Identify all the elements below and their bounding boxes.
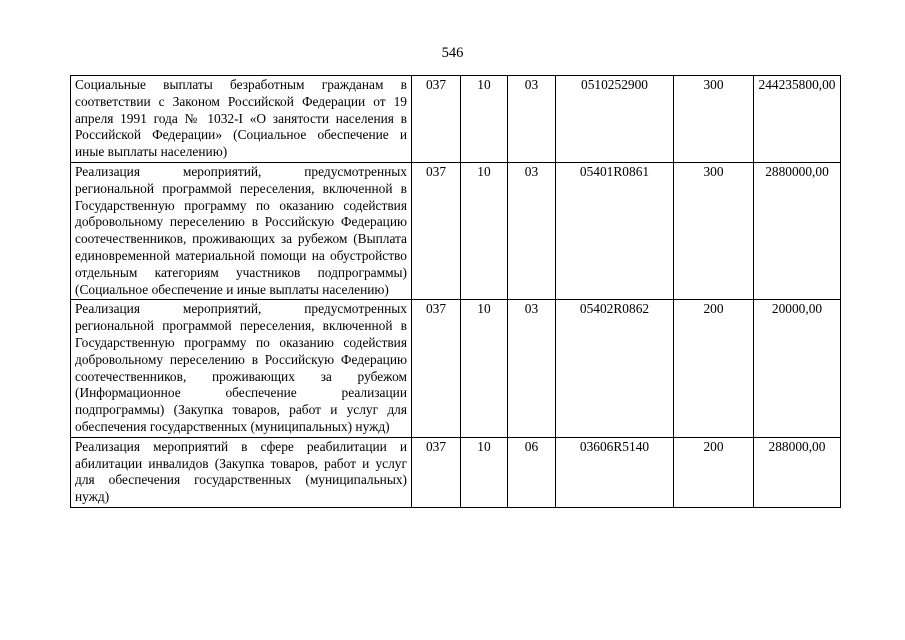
section-code: 10 — [461, 437, 508, 507]
target-article-code: 0510252900 — [556, 76, 674, 163]
target-article-code: 05402R0862 — [556, 300, 674, 437]
budget-table — [70, 75, 841, 508]
section-code: 10 — [461, 76, 508, 163]
ministry-code: 037 — [412, 437, 461, 507]
row-description: Социальные выплаты безработным гражданам в соответствии с Законом Российской Федерации от 19 апреля 1991 года № 1032-I «О занятости населения в Российской Федерации» (Социальное обеспечение и иные выплаты населению) — [71, 76, 412, 163]
table-row — [71, 76, 841, 163]
page-number: 546 — [441, 45, 464, 61]
target-article-code: 05401R0861 — [556, 162, 674, 299]
amount-value: 2880000,00 — [754, 162, 841, 299]
amount-value: 288000,00 — [754, 437, 841, 507]
table-row — [71, 300, 841, 437]
subsection-code: 03 — [508, 76, 556, 163]
ministry-code: 037 — [412, 76, 461, 163]
table-row — [71, 162, 841, 299]
target-article-code: 03606R5140 — [556, 437, 674, 507]
amount-value: 20000,00 — [754, 300, 841, 437]
ministry-code: 037 — [412, 162, 461, 299]
ministry-code: 037 — [412, 300, 461, 437]
subsection-code: 03 — [508, 300, 556, 437]
expense-type-code: 200 — [674, 437, 754, 507]
expense-type-code: 300 — [674, 162, 754, 299]
row-description: Реализация мероприятий, предусмотренных региональной программой переселения, включенной в Государственную программу по оказанию содействия добровольному переселению в Российскую Федерацию соотечественников, проживающих за рубежом (Информационное обеспечение реализации подпрограммы) (Закупка товаров, работ и услуг для обеспечения государственных (муниципальных) нужд) — [71, 300, 412, 437]
amount-value: 244235800,00 — [754, 76, 841, 163]
expense-type-code: 300 — [674, 76, 754, 163]
expense-type-code: 200 — [674, 300, 754, 437]
row-description: Реализация мероприятий, предусмотренных региональной программой переселения, включенной в Государственную программу по оказанию содействия добровольному переселению в Российскую Федерацию соотечественников, проживающих за рубежом (Выплата единовременной материальной помощи на обустройство отдельным категориям участников подпрограммы) (Социальное обеспечение и иные выплаты населению) — [71, 162, 412, 299]
table-row — [71, 437, 841, 507]
section-code: 10 — [461, 300, 508, 437]
subsection-code: 06 — [508, 437, 556, 507]
section-code: 10 — [461, 162, 508, 299]
subsection-code: 03 — [508, 162, 556, 299]
row-description: Реализация мероприятий в сфере реабилитации и абилитации инвалидов (Закупка товаров, работ и услуг для обеспечения государственных (муниципальных) нужд) — [71, 437, 412, 507]
